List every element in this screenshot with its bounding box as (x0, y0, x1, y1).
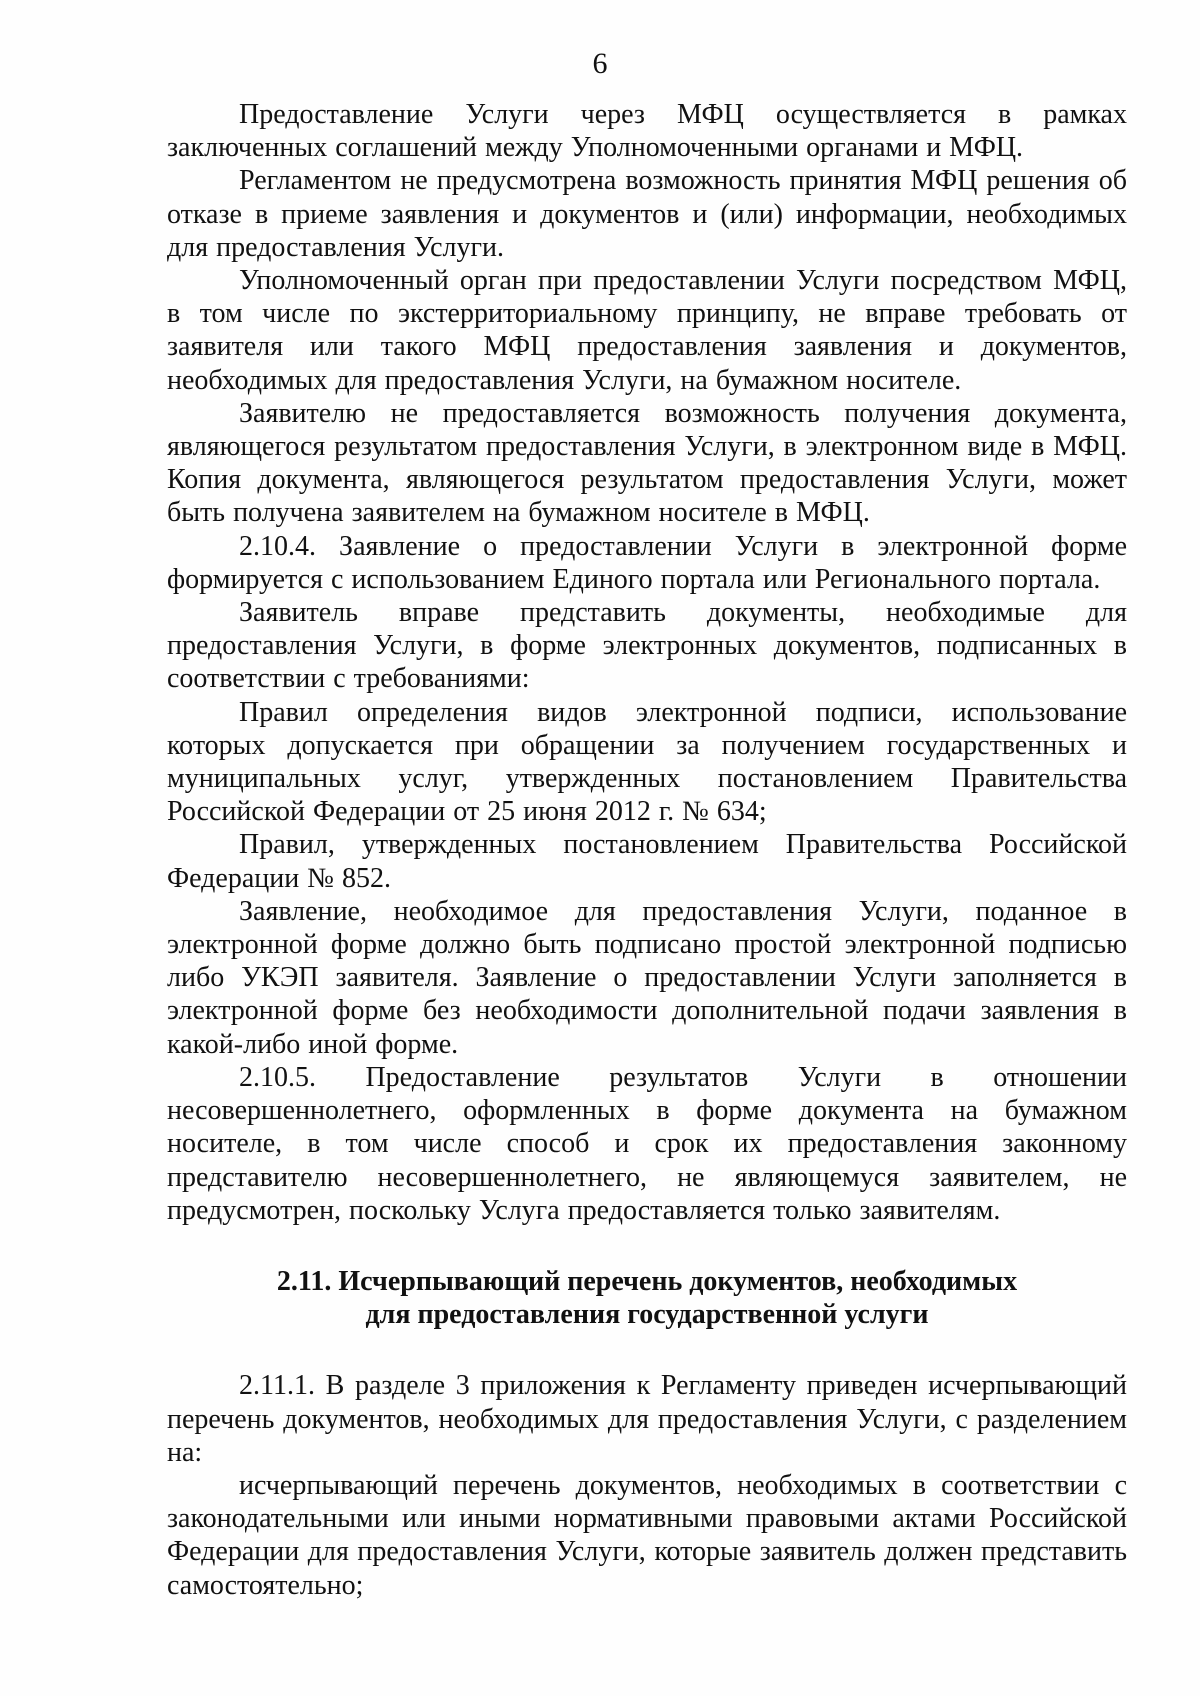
paragraph: 2.11.1. В разделе 3 приложения к Регламенту приведен исчерпывающий перечень документов, необходимых для предоставления Услуги, с разделением на: (167, 1370, 1127, 1468)
paragraph: 2.10.5. Предоставление результатов Услуги в отношении несовершеннолетнего, оформленных в форме документа на бумажном носителе, в том числе способ и срок их предоставления законному представителю несовершеннолетнего, не являющемуся заявителем, не предусмотрен, поскольку Услуга предоставляется только заявителям. (167, 1061, 1127, 1226)
section-heading-line-2: для предоставления государственной услуги (365, 1299, 929, 1331)
paragraph: Заявитель вправе представить документы, необходимые для предоставления Услуги, в форме электронных документов, подписанных в соответствии с требованиями: (167, 597, 1127, 695)
paragraph: Заявителю не предоставляется возможность получения документа, являющегося результатом предоставления Услуги, в электронном виде в МФЦ. Копия документа, являющегося результатом предоставления Услуги, может быть получена заявителем на бумажном носителе в МФЦ. (167, 397, 1127, 529)
section-heading-line-1: 2.11. Исчерпывающий перечень документов, необходимых (276, 1265, 1018, 1297)
paragraph: Правил определения видов электронной подписи, использование которых допускается при обращении за получением государственных и муниципальных услуг, утвержденных постановлением Правительства Российской Федерации от 25 июня 2012 г. № 634; (167, 696, 1127, 828)
document-body (167, 98, 1127, 1602)
page-number: 6 (592, 47, 608, 80)
paragraph: исчерпывающий перечень документов, необходимых в соответствии с законодательными или иными нормативными правовыми актами Российской Федерации для предоставления Услуги, которые заявитель должен представить самостоятельно; (167, 1469, 1127, 1601)
paragraph: Заявление, необходимое для предоставления Услуги, поданное в электронной форме должно быть подписано простой электронной подписью либо УКЭП заявителя. Заявление о предоставлении Услуги заполняется в электронной форме без необходимости дополнительной подачи заявления в какой-либо иной форме. (167, 895, 1127, 1060)
paragraph: 2.10.4. Заявление о предоставлении Услуги в электронной форме формируется с использованием Единого портала или Регионального портала. (167, 530, 1127, 595)
paragraph: Предоставление Услуги через МФЦ осуществляется в рамках заключенных соглашений между Уполномоченными органами и МФЦ. (167, 99, 1127, 164)
paragraph: Регламентом не предусмотрена возможность принятия МФЦ решения об отказе в приеме заявления и документов и (или) информации, необходимых для предоставления Услуги. (167, 165, 1127, 263)
section-heading (167, 1265, 1127, 1331)
paragraph: Уполномоченный орган при предоставлении Услуги посредством МФЦ, в том числе по экстерриториальному принципу, не вправе требовать от заявителя или такого МФЦ предоставления заявления и документов, необходимых для предоставления Услуги, на бумажном носителе. (167, 265, 1127, 396)
paragraph: Правил, утвержденных постановлением Правительства Российской Федерации № 852. (167, 829, 1127, 894)
